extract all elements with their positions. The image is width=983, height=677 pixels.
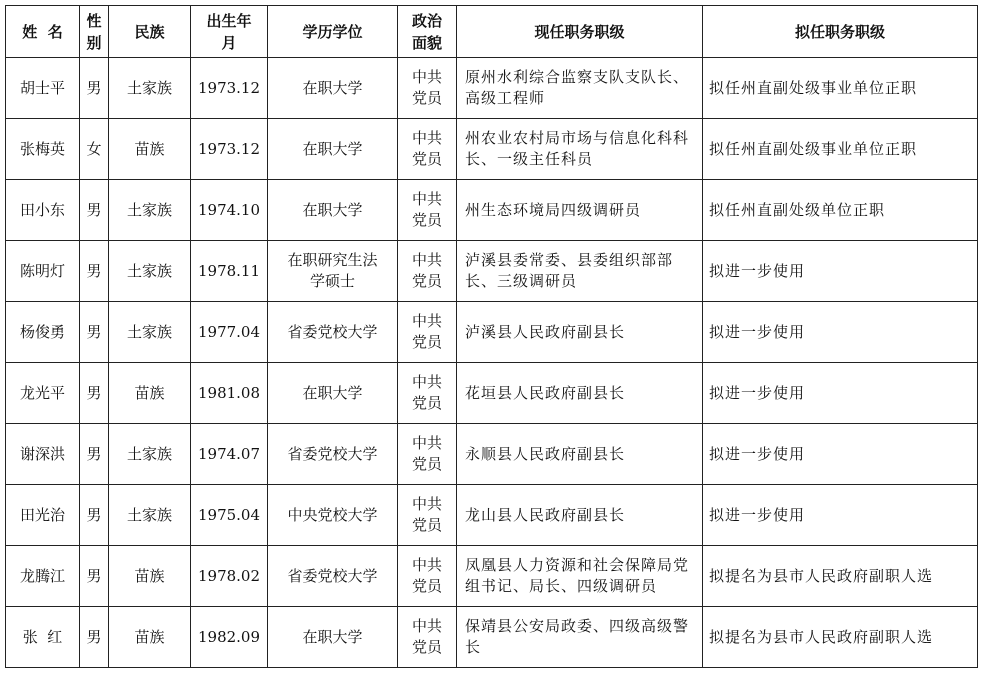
cell-proposed-position: 拟进一步使用 xyxy=(703,363,978,424)
cell-political: 中共党员 xyxy=(398,424,457,485)
cell-proposed-position: 拟进一步使用 xyxy=(703,241,978,302)
cell-proposed-position: 拟任州直副处级单位正职 xyxy=(703,180,978,241)
cell-political: 中共党员 xyxy=(398,302,457,363)
cell-current-position: 州生态环境局四级调研员 xyxy=(457,180,703,241)
header-current-position: 现任职务职级 xyxy=(457,6,703,58)
cell-birth: 1974.07 xyxy=(191,424,268,485)
cell-gender: 男 xyxy=(80,546,109,607)
cell-proposed-position: 拟提名为县市人民政府副职人选 xyxy=(703,546,978,607)
header-gender: 性别 xyxy=(80,6,109,58)
cell-current-position: 原州水利综合监察支队支队长、高级工程师 xyxy=(457,58,703,119)
table-row xyxy=(6,363,978,424)
cell-education: 在职大学 xyxy=(268,607,398,668)
cell-name: 张梅英 xyxy=(6,119,80,180)
cell-current-position: 永顺县人民政府副县长 xyxy=(457,424,703,485)
cell-gender: 男 xyxy=(80,180,109,241)
cell-birth: 1978.02 xyxy=(191,546,268,607)
table-row xyxy=(6,485,978,546)
cell-gender: 男 xyxy=(80,485,109,546)
cell-name: 杨俊勇 xyxy=(6,302,80,363)
cell-ethnicity: 土家族 xyxy=(109,302,191,363)
cell-ethnicity: 土家族 xyxy=(109,180,191,241)
cell-name: 龙腾江 xyxy=(6,546,80,607)
cell-education: 在职研究生法学硕士 xyxy=(268,241,398,302)
cell-birth: 1977.04 xyxy=(191,302,268,363)
cell-current-position: 凤凰县人力资源和社会保障局党组书记、局长、四级调研员 xyxy=(457,546,703,607)
cell-political: 中共党员 xyxy=(398,607,457,668)
cell-name: 谢深洪 xyxy=(6,424,80,485)
table-body xyxy=(6,58,978,668)
cell-gender: 男 xyxy=(80,607,109,668)
header-political: 政治面貌 xyxy=(398,6,457,58)
table-row xyxy=(6,424,978,485)
header-education: 学历学位 xyxy=(268,6,398,58)
cell-gender: 男 xyxy=(80,424,109,485)
cell-education: 省委党校大学 xyxy=(268,302,398,363)
cell-political: 中共党员 xyxy=(398,363,457,424)
cell-ethnicity: 土家族 xyxy=(109,485,191,546)
header-row xyxy=(6,6,978,58)
cell-gender: 男 xyxy=(80,241,109,302)
header-ethnicity: 民族 xyxy=(109,6,191,58)
cell-name: 张 红 xyxy=(6,607,80,668)
cell-gender: 男 xyxy=(80,302,109,363)
cell-birth: 1973.12 xyxy=(191,58,268,119)
cell-gender: 女 xyxy=(80,119,109,180)
cell-proposed-position: 拟任州直副处级事业单位正职 xyxy=(703,58,978,119)
cell-education: 省委党校大学 xyxy=(268,424,398,485)
cell-ethnicity: 土家族 xyxy=(109,241,191,302)
cadre-table xyxy=(5,5,978,668)
header-proposed-position: 拟任职务职级 xyxy=(703,6,978,58)
cell-ethnicity: 土家族 xyxy=(109,58,191,119)
table-row xyxy=(6,241,978,302)
cell-birth: 1973.12 xyxy=(191,119,268,180)
cell-proposed-position: 拟任州直副处级事业单位正职 xyxy=(703,119,978,180)
cell-political: 中共党员 xyxy=(398,485,457,546)
table-row xyxy=(6,302,978,363)
cell-education: 省委党校大学 xyxy=(268,546,398,607)
cell-current-position: 保靖县公安局政委、四级高级警长 xyxy=(457,607,703,668)
cell-current-position: 泸溪县人民政府副县长 xyxy=(457,302,703,363)
table-header xyxy=(6,6,978,58)
cell-name: 田小东 xyxy=(6,180,80,241)
cell-current-position: 龙山县人民政府副县长 xyxy=(457,485,703,546)
cell-ethnicity: 苗族 xyxy=(109,546,191,607)
cell-proposed-position: 拟进一步使用 xyxy=(703,485,978,546)
cell-proposed-position: 拟进一步使用 xyxy=(703,302,978,363)
cell-ethnicity: 苗族 xyxy=(109,363,191,424)
cell-ethnicity: 土家族 xyxy=(109,424,191,485)
cell-political: 中共党员 xyxy=(398,58,457,119)
cell-name: 田光治 xyxy=(6,485,80,546)
cell-name: 陈明灯 xyxy=(6,241,80,302)
cell-gender: 男 xyxy=(80,58,109,119)
cell-birth: 1974.10 xyxy=(191,180,268,241)
cell-education: 在职大学 xyxy=(268,180,398,241)
header-birth: 出生年月 xyxy=(191,6,268,58)
table-row xyxy=(6,58,978,119)
cell-name: 龙光平 xyxy=(6,363,80,424)
cell-education: 中央党校大学 xyxy=(268,485,398,546)
cell-political: 中共党员 xyxy=(398,241,457,302)
table-row xyxy=(6,546,978,607)
cell-education: 在职大学 xyxy=(268,58,398,119)
cell-birth: 1978.11 xyxy=(191,241,268,302)
cell-current-position: 花垣县人民政府副县长 xyxy=(457,363,703,424)
table-row xyxy=(6,607,978,668)
cell-political: 中共党员 xyxy=(398,180,457,241)
cell-ethnicity: 苗族 xyxy=(109,119,191,180)
cell-ethnicity: 苗族 xyxy=(109,607,191,668)
table-row xyxy=(6,180,978,241)
cell-birth: 1982.09 xyxy=(191,607,268,668)
cell-birth: 1981.08 xyxy=(191,363,268,424)
cell-current-position: 泸溪县委常委、县委组织部部长、三级调研员 xyxy=(457,241,703,302)
table-row xyxy=(6,119,978,180)
header-name: 姓 名 xyxy=(6,6,80,58)
cell-proposed-position: 拟提名为县市人民政府副职人选 xyxy=(703,607,978,668)
cell-birth: 1975.04 xyxy=(191,485,268,546)
cell-name: 胡士平 xyxy=(6,58,80,119)
cell-gender: 男 xyxy=(80,363,109,424)
cell-proposed-position: 拟进一步使用 xyxy=(703,424,978,485)
cell-current-position: 州农业农村局市场与信息化科科长、一级主任科员 xyxy=(457,119,703,180)
cell-education: 在职大学 xyxy=(268,119,398,180)
cell-political: 中共党员 xyxy=(398,119,457,180)
cell-political: 中共党员 xyxy=(398,546,457,607)
cell-education: 在职大学 xyxy=(268,363,398,424)
